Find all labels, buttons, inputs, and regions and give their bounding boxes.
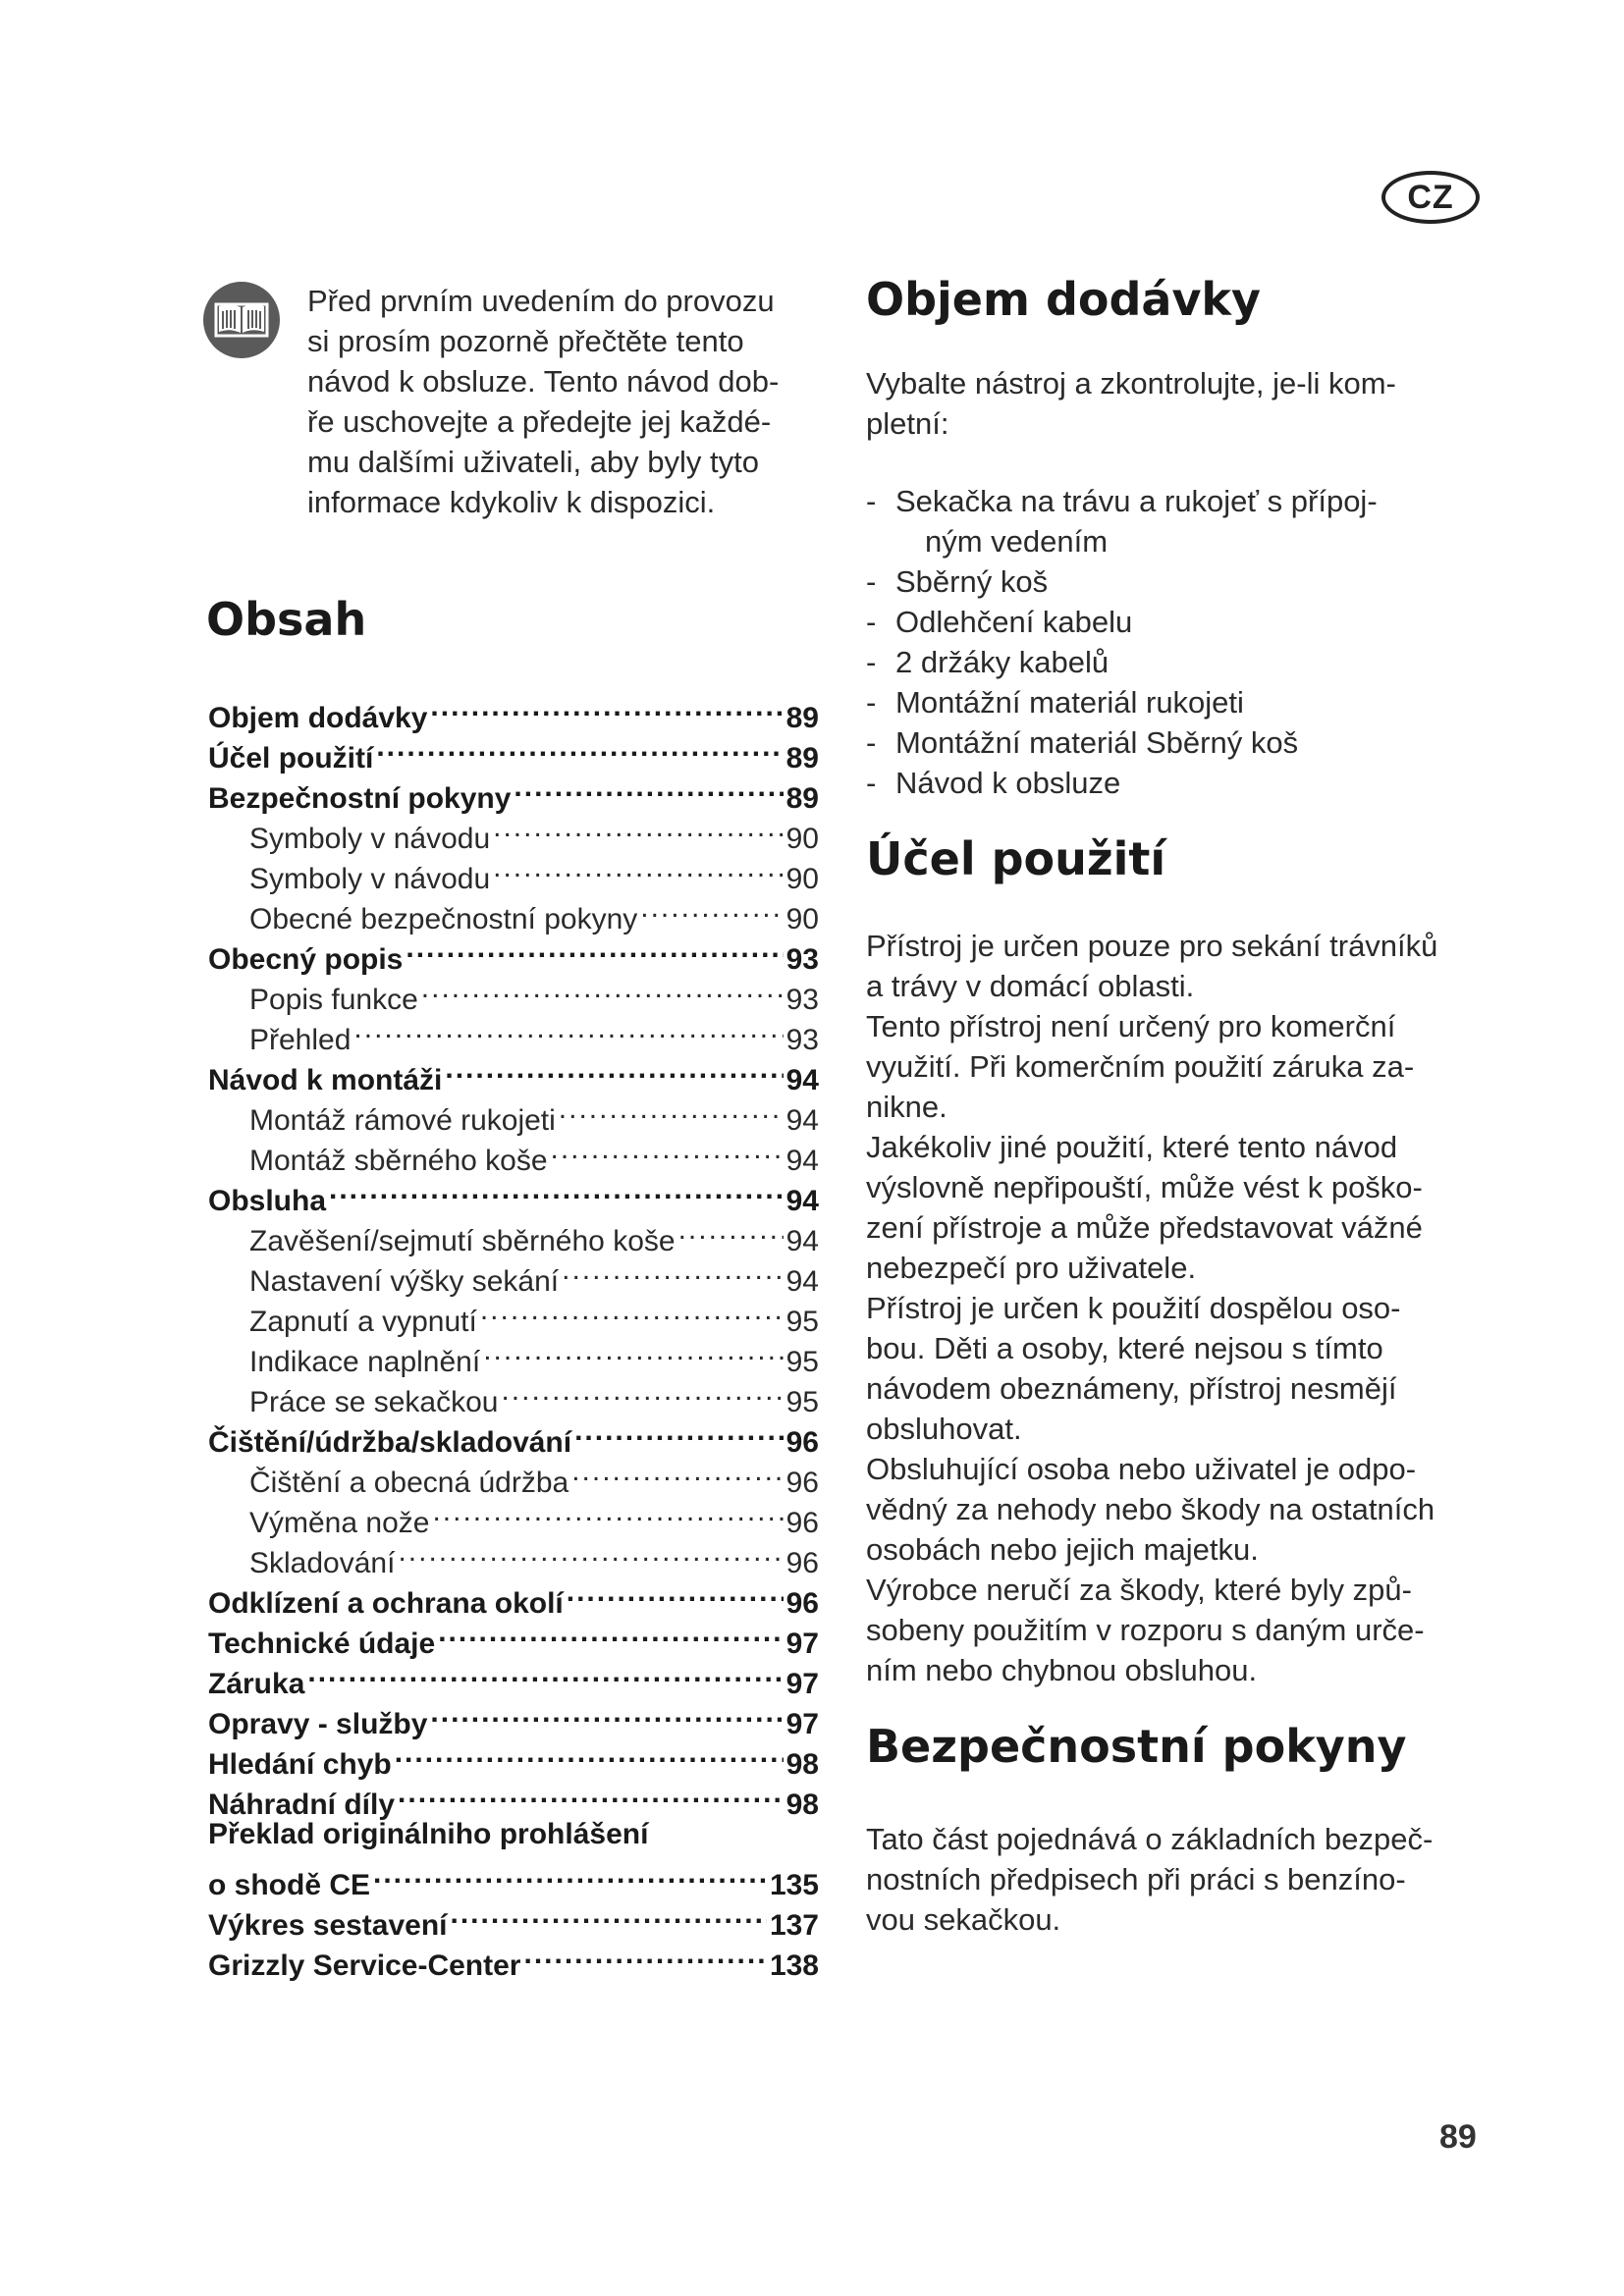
toc-entry-label: Překlad originálniho prohlášení — [208, 1818, 649, 1850]
book-icon — [202, 281, 281, 359]
toc-leader-dots — [480, 1291, 784, 1331]
toc-entry-label: Přehled — [249, 1024, 352, 1056]
toc-entry-page: 96 — [785, 1507, 819, 1539]
toc-leader-dots — [493, 848, 783, 888]
toc-entry-label: Náhradní díly — [208, 1789, 396, 1821]
toc-leader-dots — [451, 1895, 767, 1935]
toc-leader-dots — [567, 1573, 784, 1613]
list-item: - Návod k obsluze — [866, 766, 1121, 800]
text-line: ním nebo chybnou obsluhou. — [866, 1653, 1258, 1687]
toc-entry-page: 135 — [769, 1869, 819, 1901]
toc-leader-dots — [501, 1371, 783, 1412]
toc-entry-label: Zavěšení/sejmutí sběrného koše — [249, 1225, 676, 1257]
language-badge: CZ — [1381, 171, 1480, 224]
toc-entry-label: o shodě CE — [208, 1869, 371, 1901]
toc-entry-label: Práce se sekačkou — [249, 1386, 499, 1418]
toc-leader-dots — [493, 808, 783, 848]
toc-leader-dots — [406, 929, 783, 969]
text-line: využití. Při komerčním použití záruka za- — [866, 1049, 1415, 1084]
intro-line: si prosím pozorně přečtěte tento — [307, 324, 744, 358]
toc-entry-label: Obecné bezpečnostní pokyny — [249, 903, 638, 935]
toc-entry-page: 138 — [769, 1949, 819, 1982]
toc-leader-dots — [445, 1049, 783, 1090]
list-item: - 2 držáky kabelů — [866, 645, 1110, 679]
text-line: Obsluhující osoba nebo uživatel je odpo- — [866, 1452, 1417, 1486]
delivery-intro-line: Vybalte nástroj a zkontrolujte, je-li kom- — [866, 366, 1396, 400]
page-number: 89 — [1439, 2118, 1477, 2156]
toc-entry-page: 89 — [785, 782, 819, 815]
toc-entry-label: Zapnutí a vypnutí — [249, 1306, 477, 1338]
text-line: a trávy v domácí oblasti. — [866, 969, 1195, 1003]
toc-entry-label: Čištění/údržba/skladování — [208, 1426, 572, 1459]
toc-entry-page: 97 — [785, 1668, 819, 1700]
toc-leader-dots — [373, 1854, 767, 1895]
text-line: výslovně nepřipouští, může vést k poško- — [866, 1170, 1423, 1204]
toc-leader-dots — [640, 888, 783, 929]
toc-entry-page: 94 — [785, 1225, 819, 1257]
toc-entry-page: 97 — [785, 1628, 819, 1660]
intro-line: mu dalšími uživateli, aby byly tyto — [307, 445, 760, 479]
toc-entry-page: 94 — [785, 1265, 819, 1298]
text-line: vědný za nehody nebo škody na ostatních — [866, 1492, 1435, 1526]
toc-entry-page: 90 — [785, 903, 819, 935]
delivery-list — [866, 481, 1378, 803]
toc-entry-label: Montáž sběrného koše — [249, 1145, 548, 1177]
toc-leader-dots — [432, 1492, 783, 1532]
toc-entry-page: 93 — [785, 1024, 819, 1056]
text-line: zení přístroje a může představovat vážné — [866, 1210, 1423, 1245]
toc-entry-page: 95 — [785, 1386, 819, 1418]
toc-entry-label: Popis funkce — [249, 984, 418, 1016]
toc-leader-dots — [559, 1090, 784, 1130]
purpose-text — [866, 926, 1437, 1690]
list-item-continuation: ným vedením — [925, 524, 1109, 559]
toc-leader-dots — [329, 1170, 784, 1210]
toc-leader-dots — [430, 687, 783, 727]
toc-leader-dots — [438, 1613, 783, 1653]
toc-leader-dots — [307, 1653, 783, 1693]
intro-line: informace kdykoliv k dispozici. — [307, 485, 716, 519]
toc-entry-label: Nastavení výšky sekání — [249, 1265, 560, 1298]
delivery-intro — [866, 363, 1396, 444]
toc-entry-label: Skladování — [249, 1547, 396, 1579]
toc-entry-page: 94 — [785, 1104, 819, 1137]
text-line: sobeny použitím v rozporu s daným urče- — [866, 1613, 1425, 1647]
toc-entry-label: Výměna nože — [249, 1507, 430, 1539]
toc-leader-dots — [523, 1935, 766, 1975]
toc-leader-dots — [551, 1130, 784, 1170]
toc-entry-label: Čištění a obecná údržba — [249, 1467, 569, 1499]
delivery-intro-line: pletní: — [866, 406, 949, 441]
toc-entry-label: Symboly v návodu — [249, 823, 491, 855]
toc-entry-page: 98 — [785, 1789, 819, 1821]
toc-entry — [208, 1814, 819, 1854]
text-line: Přístroj je určen k použití dospělou oso- — [866, 1291, 1401, 1325]
text-line: Přístroj je určen pouze pro sekání trávníků — [866, 929, 1438, 963]
toc-entry-label: Návod k montáži — [208, 1064, 443, 1096]
text-line: Jakékoliv jiné použití, které tento návod — [866, 1130, 1398, 1164]
text-line: Výrobce neručí za škody, které byly způ- — [866, 1573, 1412, 1607]
toc-entry-label: Záruka — [208, 1668, 305, 1700]
toc-entry-label: Grizzly Service-Center — [208, 1949, 521, 1982]
toc-leader-dots — [376, 727, 783, 768]
intro-line: návod k obsluze. Tento návod dob- — [307, 364, 780, 399]
toc-entry — [208, 687, 819, 734]
toc-entry-label: Výkres sestavení — [208, 1909, 448, 1942]
toc-entry-label: Opravy - služby — [208, 1708, 428, 1740]
delivery-heading: Objem dodávky — [866, 273, 1262, 326]
toc-leader-dots — [395, 1734, 784, 1774]
list-item: - Sekačka na trávu a rukojeť s přípoj- — [866, 484, 1378, 518]
toc-leader-dots — [483, 1331, 783, 1371]
toc-entry-page: 94 — [785, 1064, 819, 1096]
toc-entry-page: 96 — [785, 1587, 819, 1620]
toc-entry-label: Hledání chyb — [208, 1748, 392, 1781]
list-item: - Sběrný koš — [866, 564, 1049, 599]
toc-entry-page: 94 — [785, 1145, 819, 1177]
toc-entry-page: 97 — [785, 1708, 819, 1740]
toc-leader-dots — [353, 1009, 783, 1049]
table-of-contents — [208, 687, 819, 1982]
toc-entry-page: 94 — [785, 1185, 819, 1217]
purpose-heading: Účel použití — [866, 832, 1166, 885]
toc-leader-dots — [562, 1251, 783, 1291]
toc-entry-page: 95 — [785, 1306, 819, 1338]
text-line: nebezpečí pro uživatele. — [866, 1251, 1197, 1285]
text-line: obsluhovat. — [866, 1412, 1022, 1446]
safety-text — [866, 1819, 1433, 1940]
toc-entry-page: 96 — [785, 1467, 819, 1499]
list-item: - Montážní materiál rukojeti — [866, 685, 1244, 720]
toc-leader-dots — [571, 1452, 783, 1492]
text-line: Tato část pojednává o základních bezpeč- — [866, 1822, 1434, 1856]
toc-entry-label: Obecný popis — [208, 943, 404, 976]
toc-entry-page: 98 — [785, 1748, 819, 1781]
toc-entry-page: 89 — [785, 702, 819, 734]
toc-entry-label: Objem dodávky — [208, 702, 428, 734]
toc-leader-dots — [421, 969, 784, 1009]
toc-entry-label: Indikace naplnění — [249, 1346, 481, 1378]
toc-entry-label: Symboly v návodu — [249, 863, 491, 895]
safety-heading: Bezpečnostní pokyny — [866, 1720, 1407, 1773]
text-line: vou sekačkou. — [866, 1902, 1061, 1937]
text-line: Tento přístroj není určený pro komerční — [866, 1009, 1396, 1043]
intro-note — [307, 281, 838, 522]
toc-leader-dots — [574, 1412, 784, 1452]
text-line: osobách nebo jejich majetku. — [866, 1532, 1259, 1567]
toc-entry-page: 96 — [785, 1426, 819, 1459]
text-line: nostních předpisech při práci s benzíno- — [866, 1862, 1406, 1896]
toc-entry-page: 137 — [769, 1909, 819, 1942]
intro-line: Před prvním uvedením do provozu — [307, 284, 775, 318]
toc-entry-label: Montáž rámové rukojeti — [249, 1104, 556, 1137]
intro-line: ře uschovejte a předejte jej každé- — [307, 404, 772, 439]
toc-entry-label: Technické údaje — [208, 1628, 436, 1660]
toc-leader-dots — [514, 768, 783, 808]
toc-entry-page: 90 — [785, 823, 819, 855]
toc-leader-dots — [678, 1210, 784, 1251]
toc-leader-dots — [430, 1693, 783, 1734]
toc-entry-page: 89 — [785, 742, 819, 774]
list-item: - Odlehčení kabelu — [866, 605, 1133, 639]
text-line: bou. Děti a osoby, které nejsou s tímto — [866, 1331, 1383, 1365]
toc-entry-page: 93 — [785, 943, 819, 976]
toc-entry-page: 95 — [785, 1346, 819, 1378]
toc-entry-label: Účel použití — [208, 742, 374, 774]
toc-entry-page: 90 — [785, 863, 819, 895]
toc-entry-label: Obsluha — [208, 1185, 327, 1217]
toc-entry-label: Odklízení a ochrana okolí — [208, 1587, 564, 1620]
toc-leader-dots — [398, 1774, 784, 1814]
text-line: návodem obeznámeny, přístroj nesmějí — [866, 1371, 1397, 1406]
toc-entry-label: Bezpečnostní pokyny — [208, 782, 512, 815]
toc-entry-page: 96 — [785, 1547, 819, 1579]
toc-leader-dots — [398, 1532, 783, 1573]
toc-title: Obsah — [206, 593, 367, 646]
toc-entry — [208, 1854, 819, 1901]
text-line: nikne. — [866, 1090, 947, 1124]
toc-entry-page: 93 — [785, 984, 819, 1016]
list-item: - Montážní materiál Sběrný koš — [866, 725, 1299, 760]
